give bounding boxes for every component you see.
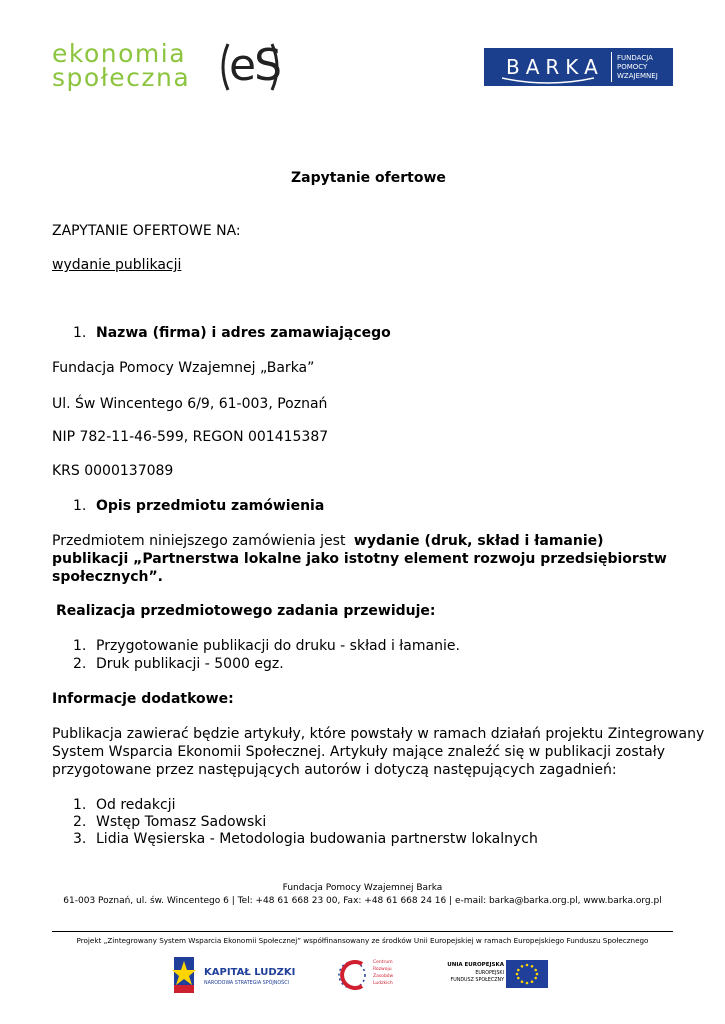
info-paragraph-line: System Wsparcia Ekonomii Społecznej. Artykuły mające znaleźć się w publikacji zostały: [52, 744, 665, 760]
barka-logo-name: BARKA: [506, 55, 604, 79]
eu-text-3: FUNDUSZ SPOŁECZNY: [450, 978, 504, 983]
order-description: [52, 532, 604, 550]
list-item: [0, 813, 725, 831]
info-paragraph-line: przygotowane przez następujących autorów i dotyczą następujących zagadnień:: [52, 762, 617, 778]
boat-wave-icon: [502, 76, 594, 86]
list-item: [0, 830, 725, 848]
description-emphasis: wydanie (druk, skład i łamanie): [353, 533, 604, 549]
footer-contact: 61-003 Poznań, ul. św. Wincentego 6 | Tel: +48 61 668 23 00, Fax: +48 61 668 24 16 | e-mail: barka@barka.org.pl, www.barka.org.pl: [63, 896, 662, 906]
list-item: [0, 637, 725, 655]
crzl-text-3: Zasobów: [373, 974, 394, 979]
crzl-text-4: Ludzkich: [373, 981, 393, 986]
order-description-line3: społecznych”.: [52, 569, 163, 585]
es-logo-mark: [214, 40, 286, 94]
crzl-logo: [335, 958, 407, 992]
section-number: 1.: [73, 498, 87, 514]
list-text: Wstęp Tomasz Sadowski: [96, 814, 267, 830]
list-text: Przygotowanie publikacji do druku - skład i łamanie.: [96, 638, 460, 654]
kapital-ludzki-star-icon: [172, 955, 198, 995]
barka-logo-sub2: POMOCY: [617, 63, 648, 71]
footer-organization: Fundacja Pomocy Wzajemnej Barka: [282, 883, 443, 893]
kl-subtitle: NARODOWA STRATEGIA SPÓJNOŚCI: [204, 981, 289, 986]
list-number: 3.: [73, 831, 87, 847]
request-intro: ZAPYTANIE OFERTOWE NA:: [52, 223, 241, 239]
list-number: 1.: [73, 797, 87, 813]
section-heading-order: [0, 497, 725, 515]
client-nip-regon: NIP 782-11-46-599, REGON 001415387: [52, 429, 329, 445]
es-logo-letters: eS: [229, 40, 280, 91]
barka-logo-sub3: WZAJEMNEJ: [617, 72, 658, 80]
ekonomia-spoleczna-logo: [52, 39, 288, 94]
crzl-stars-icon: [335, 958, 369, 992]
list-number: 1.: [73, 638, 87, 654]
eu-flag-icon: [506, 960, 548, 988]
eu-social-fund-logo: [440, 960, 548, 990]
client-name: Fundacja Pomocy Wzajemnej „Barka”: [52, 360, 315, 376]
section-heading-client: [0, 324, 725, 342]
info-heading: Informacje dodatkowe:: [52, 691, 234, 707]
eu-text-2: EUROPEJSKI: [475, 971, 504, 976]
document-title: Zapytanie ofertowe: [291, 170, 446, 186]
realizacja-heading: Realizacja przedmiotowego zadania przewiduje:: [56, 603, 436, 619]
kapital-ludzki-logo: [172, 955, 302, 995]
list-text: Druk publikacji - 5000 egz.: [96, 656, 284, 672]
order-description-line2: publikacji „Partnerstwa lokalne jako istotny element rozwoju przedsiębiorstw: [52, 551, 667, 567]
barka-logo-sub1: FUNDACJA: [617, 54, 653, 62]
list-item: [0, 655, 725, 673]
footer-divider: [52, 931, 673, 932]
description-text: Przedmiotem niniejszego zamówienia jest: [52, 533, 350, 549]
crzl-text-2: Rozwoju: [373, 967, 392, 972]
barka-logo: [484, 48, 673, 86]
client-address: Ul. Św Wincentego 6/9, 61-003, Poznań: [52, 396, 328, 412]
eu-text-1: UNIA EUROPEJSKA: [447, 962, 504, 968]
section-title: Opis przedmiotu zamówienia: [96, 498, 325, 514]
info-paragraph-line: Publikacja zawierać będzie artykuły, które powstały w ramach działań projektu Zintegrowany: [52, 726, 705, 742]
list-text: Od redakcji: [96, 797, 176, 813]
list-number: 2.: [73, 814, 87, 830]
footer-project-note: Projekt „Zintegrowany System Wsparcia Ekonomii Społecznej” współfinansowany ze środków Unii Europejskiej w ramach Europejskiego Funduszu Społecznego: [76, 936, 649, 945]
client-krs: KRS 0000137089: [52, 463, 174, 479]
crzl-text-1: Centrum: [373, 960, 393, 965]
section-title: Nazwa (firma) i adres zamawiającego: [96, 325, 391, 341]
section-number: 1.: [73, 325, 87, 341]
request-subject: wydanie publikacji: [52, 257, 182, 273]
es-logo-line2: społeczna: [52, 63, 191, 92]
list-item: [0, 796, 725, 814]
list-text: Lidia Węsierska - Metodologia budowania partnerstw lokalnych: [96, 831, 538, 847]
kl-title: KAPITAŁ LUDZKI: [204, 967, 296, 978]
list-number: 2.: [73, 656, 87, 672]
es-logo-line1: ekonomia: [52, 39, 187, 68]
